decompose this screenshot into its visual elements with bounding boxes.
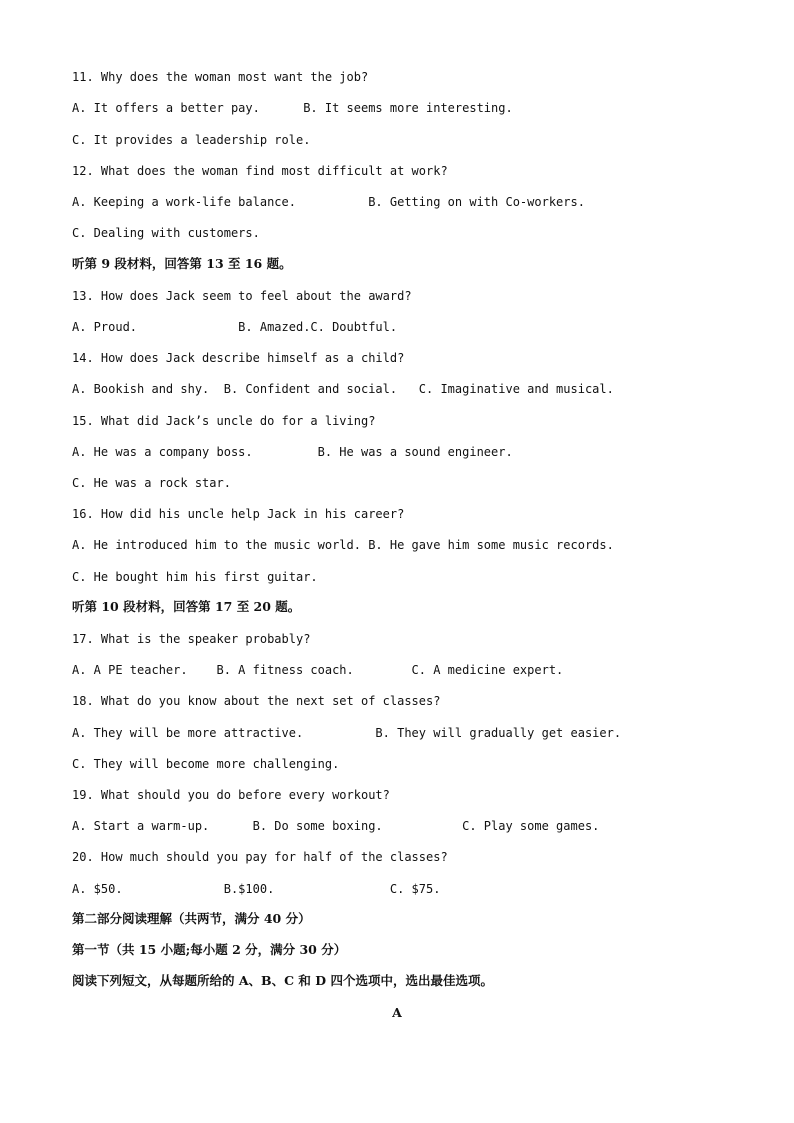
question-12-options-ab: A. Keeping a work-life balance. B. Getting on with Co-workers.	[72, 195, 585, 209]
question-14-options: A. Bookish and shy. B. Confident and social. C. Imaginative and musical.	[72, 382, 614, 396]
passage-label: A	[392, 1005, 402, 1020]
question-13-options: A. Proud. B. Amazed.C. Doubtful.	[72, 320, 398, 334]
question-15-options-ab: A. He was a company boss. B. He was a sound engineer.	[72, 445, 513, 459]
question-15: 15. What did Jack’s uncle do for a living?	[72, 414, 376, 428]
question-11: 11. Why does the woman most want the job?	[72, 70, 369, 84]
question-19: 19. What should you do before every workout?	[72, 788, 390, 802]
question-19-options: A. Start a warm-up. B. Do some boxing. C. Play some games.	[72, 819, 600, 833]
question-20-options: A. $50. B.$100. C. $75.	[72, 882, 441, 896]
question-18-option-c: C. They will become more challenging.	[72, 757, 340, 771]
question-18-options-ab: A. They will be more attractive. B. They will gradually get easier.	[72, 726, 622, 740]
reading-instruction: 阅读下列短文，从每题所给的 A、B、C 和 D 四个选项中，选出最佳选项。	[72, 973, 493, 988]
question-17: 17. What is the speaker probably?	[72, 632, 311, 646]
question-16: 16. How did his uncle help Jack in his career?	[72, 507, 405, 521]
question-12-option-c: C. Dealing with customers.	[72, 226, 260, 240]
section-heading-material-10: 听第 10 段材料，回答第 17 至 20 题。	[72, 599, 301, 614]
question-15-option-c: C. He was a rock star.	[72, 476, 231, 490]
question-18: 18. What do you know about the next set of classes?	[72, 694, 441, 708]
section-heading-material-9: 听第 9 段材料，回答第 13 至 16 题。	[72, 256, 292, 271]
question-13: 13. How does Jack seem to feel about the award?	[72, 289, 412, 303]
question-14: 14. How does Jack describe himself as a child?	[72, 351, 405, 365]
section-one-heading: 第一节（共 15 小题;每小题 2 分，满分 30 分）	[72, 942, 347, 957]
question-16-option-c: C. He bought him his first guitar.	[72, 570, 318, 584]
question-11-options-ab: A. It offers a better pay. B. It seems more interesting.	[72, 101, 513, 115]
question-16-options-ab: A. He introduced him to the music world. B. He gave him some music records.	[72, 538, 614, 552]
question-12: 12. What does the woman find most difficult at work?	[72, 164, 448, 178]
part-two-heading: 第二部分阅读理解（共两节，满分 40 分）	[72, 911, 311, 926]
question-11-option-c: C. It provides a leadership role.	[72, 133, 311, 147]
question-20: 20. How much should you pay for half of the classes?	[72, 850, 448, 864]
question-17-options: A. A PE teacher. B. A fitness coach. C. A medicine expert.	[72, 663, 564, 677]
